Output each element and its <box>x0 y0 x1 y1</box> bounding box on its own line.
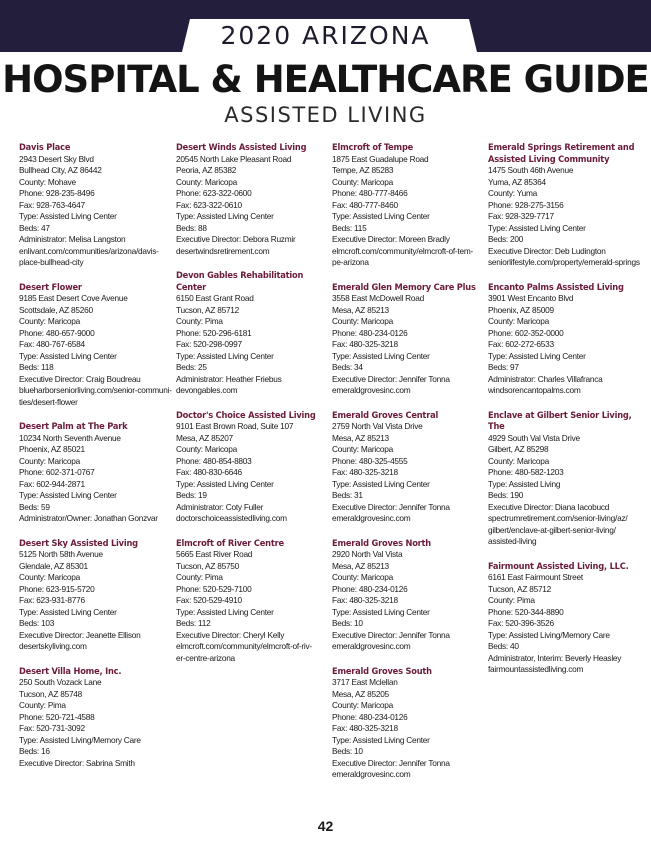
facility-detail: Tucson, AZ 85750 <box>176 560 240 571</box>
facility-detail: Beds: 112 <box>176 618 211 628</box>
facility-detail: 5125 North 58th Avenue <box>19 549 103 559</box>
facility-detail: Mesa, AZ 85207 <box>176 432 233 443</box>
facility-detail: Mesa, AZ 85205 <box>332 688 389 699</box>
facility-name: Desert Palm at The Park <box>19 421 128 432</box>
facility-detail: enlivant.com/communities/arizona/davis- <box>19 245 159 256</box>
facility-entry <box>19 421 171 525</box>
facility-detail: Administrator/Owner: Jonathan Gonzvar <box>19 513 158 523</box>
facility-detail: Fax: 520-731-3092 <box>19 723 85 733</box>
facility-name: Enclave at Gilbert Senior Living, The <box>488 409 632 432</box>
facility-detail: assisted-living <box>488 536 537 546</box>
facility-detail: County: Maricopa <box>332 572 394 582</box>
facility-name: Desert Villa Home, Inc. <box>19 665 122 677</box>
facility-entry <box>488 282 640 397</box>
facility-detail: Beds: 115 <box>332 222 367 233</box>
facility-detail: Fax: 480-325-3218 <box>332 467 398 477</box>
facility-entry <box>176 270 328 397</box>
facility-detail: Fax: 928-763-4647 <box>19 199 85 210</box>
facility-detail: 250 South Vozack Lane <box>19 677 102 687</box>
facility-detail: Beds: 190 <box>488 490 524 500</box>
facility-detail: Executive Director: Jennifer Tonna <box>332 501 450 512</box>
listing-column-3 <box>332 142 484 794</box>
facility-detail: Type: Assisted Living <box>488 478 561 489</box>
facility-detail: Fax: 480-325-3218 <box>332 723 398 733</box>
facility-entry <box>332 410 484 525</box>
facility-detail: Type: Assisted Living Center <box>19 211 117 221</box>
facility-name: Desert Sky Assisted Living <box>19 537 138 549</box>
facility-entry <box>19 666 171 770</box>
facility-detail: blueharborseniorliving.com/senior-communi- <box>19 385 172 395</box>
facility-detail: Mesa, AZ 85213 <box>332 304 389 315</box>
facility-detail: Beds: 10 <box>332 618 363 628</box>
facility-detail: Beds: 97 <box>488 362 519 372</box>
facility-name: Assisted Living Community <box>488 153 610 165</box>
facility-detail: Phone: 928-275-3156 <box>488 199 564 210</box>
facility-name: Emerald Springs Retirement and <box>488 142 635 153</box>
facility-detail: Phone: 602-371-0767 <box>19 467 95 477</box>
facility-name: Emerald Groves North <box>332 537 431 549</box>
facility-name: Encanto Palms Assisted Living <box>488 281 624 293</box>
facility-name: Emerald Groves South <box>332 665 432 677</box>
facility-detail: Fax: 480-767-6584 <box>19 339 85 349</box>
facility-detail: elmcroft.com/community/elmcroft-of-riv- <box>176 641 312 651</box>
facility-detail: County: Pima <box>488 595 535 605</box>
facility-detail: 1475 South 46th Avenue <box>488 165 574 175</box>
facility-detail: County: Maricopa <box>19 455 81 466</box>
facility-entry <box>332 142 484 269</box>
facility-detail: County: Maricopa <box>488 455 550 466</box>
facility-detail: Beds: 16 <box>19 746 50 756</box>
listing-column-2 <box>176 142 328 677</box>
facility-detail: windsorencantopalms.com <box>488 385 581 395</box>
facility-detail: Phone: 480-234-0126 <box>332 711 408 722</box>
facility-detail: Administrator: Charles Villafranca <box>488 373 603 384</box>
page-number: 42 <box>317 818 334 834</box>
facility-detail: Beds: 10 <box>332 746 363 756</box>
facility-detail: Beds: 88 <box>176 222 207 233</box>
facility-detail: Fax: 520-396-3526 <box>488 618 554 628</box>
facility-name: Emerald Groves Central <box>332 409 439 421</box>
facility-detail: devongables.com <box>176 385 238 395</box>
banner-title: 2020 ARIZONA <box>220 21 431 50</box>
facility-detail: Glendale, AZ 85301 <box>19 560 88 571</box>
facility-detail: 1875 East Guadalupe Road <box>332 153 429 164</box>
facility-detail: Fax: 602-272-6533 <box>488 339 554 349</box>
facility-detail: elmcroft.com/community/elmcroft-of-tem- <box>332 245 473 256</box>
facility-detail: Type: Assisted Living Center <box>488 350 586 361</box>
facility-detail: doctorschoiceassistedliving.com <box>176 513 287 523</box>
facility-detail: Beds: 25 <box>176 362 207 372</box>
facility-detail: Executive Director: Sabrina Smith <box>19 757 135 768</box>
facility-detail: Executive Director: Jeanette Ellison <box>19 629 141 640</box>
facility-detail: County: Maricopa <box>19 316 81 326</box>
facility-detail: Beds: 118 <box>19 362 54 372</box>
facility-detail: Phone: 480-777-8466 <box>332 188 408 198</box>
facility-entry <box>176 142 328 257</box>
facility-detail: Executive Director: Deb Ludington <box>488 245 606 256</box>
facility-detail: Phone: 480-325-4555 <box>332 455 408 466</box>
facility-entry <box>19 142 171 269</box>
facility-name: Davis Place <box>19 142 71 153</box>
facility-detail: Phone: 520-344-8890 <box>488 606 564 617</box>
facility-detail: fairmountassistedliving.com <box>488 664 584 674</box>
facility-detail: Phone: 520-296-6181 <box>176 327 252 338</box>
facility-entry <box>176 538 328 665</box>
facility-detail: Executive Director: Jennifer Tonna <box>332 757 450 768</box>
facility-detail: County: Maricopa <box>19 572 81 582</box>
facility-detail: Beds: 200 <box>488 234 524 244</box>
facility-detail: Administrator: Coty Fuller <box>176 501 264 512</box>
facility-detail: 4929 South Val Vista Drive <box>488 432 580 443</box>
facility-detail: Type: Assisted Living Center <box>19 350 117 361</box>
facility-detail: Phone: 520-529-7100 <box>176 583 252 594</box>
facility-detail: Tucson, AZ 85712 <box>488 583 552 594</box>
facility-detail: Mesa, AZ 85213 <box>332 560 389 571</box>
facility-detail: 5665 East River Road <box>176 549 253 559</box>
facility-detail: Beds: 34 <box>332 362 363 372</box>
facility-detail: County: Pima <box>176 572 223 582</box>
facility-detail: County: Maricopa <box>176 176 238 187</box>
facility-detail: Phone: 928-235-8496 <box>19 188 95 198</box>
facility-detail: County: Maricopa <box>176 444 238 454</box>
facility-detail: Executive Director: Moreen Bradly <box>332 234 450 244</box>
facility-detail: 3717 East Mclellan <box>332 677 398 687</box>
listing-column-1 <box>19 142 171 782</box>
facility-name: Fairmount Assisted Living, LLC. <box>488 560 629 572</box>
facility-detail: County: Maricopa <box>332 176 394 187</box>
facility-detail: Fax: 480-325-3218 <box>332 339 398 349</box>
facility-detail: emeraldgrovesinc.com <box>332 385 411 395</box>
facility-detail: Phone: 480-854-8803 <box>176 455 252 466</box>
facility-name: Desert Winds Assisted Living <box>176 142 307 153</box>
facility-detail: Fax: 480-777-8460 <box>332 199 398 210</box>
facility-detail: Executive Director: Jennifer Tonna <box>332 629 450 640</box>
facility-entry <box>488 561 640 676</box>
facility-detail: desertskyliving.com <box>19 641 87 651</box>
section-subtitle: ASSISTED LIVING <box>224 103 427 127</box>
facility-detail: Phone: 480-582-1203 <box>488 467 564 477</box>
facility-detail: Executive Director: Craig Boudreau <box>19 373 141 384</box>
facility-name: Doctor's Choice Assisted Living <box>176 409 316 421</box>
facility-name: Emerald Glen Memory Care Plus <box>332 281 476 293</box>
facility-detail: Type: Assisted Living Center <box>19 490 117 500</box>
facility-name: Devon Gables Rehabilitation Center <box>176 270 304 293</box>
facility-detail: Type: Assisted Living Center <box>19 606 117 617</box>
facility-detail: Fax: 480-830-6646 <box>176 467 242 477</box>
facility-entry <box>332 666 484 781</box>
facility-detail: Phone: 602-352-0000 <box>488 327 564 338</box>
facility-entry <box>19 538 171 653</box>
facility-detail: Executive Director: Debora Ruzmir <box>176 234 296 244</box>
facility-detail: Beds: 47 <box>19 222 50 233</box>
facility-detail: Scottsdale, AZ 85260 <box>19 304 93 315</box>
facility-detail: 2943 Desert Sky Blvd <box>19 153 94 164</box>
facility-detail: Type: Assisted Living Center <box>332 350 430 361</box>
facility-detail: 9101 East Brown Road, Suite 107 <box>176 421 294 431</box>
facility-detail: emeraldgrovesinc.com <box>332 641 411 651</box>
facility-detail: Phone: 520-721-4588 <box>19 711 95 722</box>
facility-detail: Administrator, Interim: Beverly Heasley <box>488 652 622 663</box>
facility-detail: Tucson, AZ 85748 <box>19 688 83 699</box>
facility-detail: 3558 East McDowell Road <box>332 293 425 303</box>
facility-detail: Beds: 103 <box>19 618 55 628</box>
facility-detail: 9185 East Desert Cove Avenue <box>19 293 128 303</box>
facility-detail: Phone: 480-234-0126 <box>332 583 408 594</box>
facility-entry <box>332 538 484 653</box>
facility-entry <box>19 282 171 409</box>
facility-name: Elmcroft of Tempe <box>332 142 414 153</box>
facility-detail: Executive Director: Cheryl Kelly <box>176 629 285 640</box>
listing-column-4 <box>488 142 640 689</box>
facility-detail: County: Maricopa <box>332 444 394 454</box>
facility-detail: Mesa, AZ 85213 <box>332 432 389 443</box>
facility-detail: gilbert/enclave-at-gilbert-senior-living/ <box>488 524 616 535</box>
facility-detail: Beds: 31 <box>332 490 363 500</box>
facility-detail: emeraldgrovesinc.com <box>332 769 411 779</box>
facility-detail: 6150 East Grant Road <box>176 293 254 303</box>
facility-detail: County: Pima <box>19 700 66 710</box>
facility-detail: seniorlifestyle.com/property/emerald-springs <box>488 257 640 267</box>
facility-detail: County: Mohave <box>19 176 76 187</box>
facility-detail: 3901 West Encanto Blvd <box>488 293 574 303</box>
facility-detail: Executive Director: Diana Iacobucd <box>488 501 610 512</box>
facility-detail: Administrator: Melisa Langston <box>19 234 126 244</box>
facility-detail: 2759 North Val Vista Drive <box>332 421 423 431</box>
facility-entry <box>488 410 640 548</box>
facility-detail: pe-arizona <box>332 257 369 267</box>
facility-entry <box>176 410 328 525</box>
facility-detail: place-bullhead-city <box>19 257 84 267</box>
facility-detail: Tucson, AZ 85712 <box>176 304 240 315</box>
facility-detail: Executive Director: Jennifer Tonna <box>332 373 450 384</box>
facility-detail: Type: Assisted Living Center <box>332 606 430 617</box>
facility-detail: Type: Assisted Living Center <box>176 350 274 361</box>
facility-detail: Fax: 602-944-2871 <box>19 478 85 489</box>
facility-detail: Phoenix, AZ 85021 <box>19 444 85 454</box>
page-title: HOSPITAL & HEALTHCARE GUIDE <box>2 58 649 101</box>
facility-detail: Fax: 623-931-8776 <box>19 595 85 605</box>
facility-detail: 6161 East Fairmount Street <box>488 572 583 582</box>
facility-detail: Tempe, AZ 85283 <box>332 165 394 175</box>
facility-detail: Type: Assisted Living Center <box>488 222 586 233</box>
facility-detail: Type: Assisted Living Center <box>176 606 274 617</box>
facility-detail: Type: Assisted Living Center <box>176 211 274 221</box>
facility-detail: Type: Assisted Living/Memory Care <box>19 734 141 745</box>
facility-entry <box>332 282 484 397</box>
facility-detail: Gilbert, AZ 85298 <box>488 444 549 454</box>
facility-detail: er-centre-arizona <box>176 652 235 663</box>
facility-name: Desert Flower <box>19 281 82 293</box>
facility-detail: Type: Assisted Living Center <box>332 734 430 745</box>
facility-name: Elmcroft of River Centre <box>176 537 284 549</box>
facility-detail: 20545 North Lake Pleasant Road <box>176 153 292 164</box>
facility-detail: Peoria, AZ 85382 <box>176 165 237 175</box>
facility-detail: Fax: 623-322-0610 <box>176 199 242 210</box>
facility-detail: Type: Assisted Living Center <box>176 478 274 489</box>
facility-detail: Bullhead City, AZ 86442 <box>19 165 102 175</box>
facility-detail: County: Maricopa <box>332 316 394 326</box>
facility-detail: Yuma, AZ 85364 <box>488 176 546 187</box>
facility-detail: Phoenix, AZ 85009 <box>488 304 554 315</box>
facility-detail: Beds: 40 <box>488 641 519 651</box>
facility-detail: Fax: 928-329-7717 <box>488 211 554 221</box>
facility-detail: 2920 North Val Vista <box>332 549 403 559</box>
facility-detail: Fax: 480-325-3218 <box>332 595 398 605</box>
facility-detail: Beds: 59 <box>19 501 50 512</box>
facility-detail: Type: Assisted Living Center <box>332 478 430 489</box>
facility-detail: Beds: 19 <box>176 490 207 500</box>
facility-detail: Phone: 623-915-5720 <box>19 583 95 594</box>
facility-detail: County: Yuma <box>488 188 537 198</box>
facility-detail: Phone: 623-322-0600 <box>176 188 252 198</box>
facility-detail: Phone: 480-234-0126 <box>332 327 408 338</box>
facility-detail: 10234 North Seventh Avenue <box>19 432 121 443</box>
facility-detail: spectrumretirement.com/senior-living/az/ <box>488 513 628 523</box>
facility-detail: Administrator: Heather Friebus <box>176 373 282 384</box>
facility-detail: Type: Assisted Living Center <box>332 211 430 221</box>
facility-detail: County: Maricopa <box>332 700 394 710</box>
facility-detail: Fax: 520-529-4910 <box>176 595 242 605</box>
facility-detail: Type: Assisted Living/Memory Care <box>488 629 610 640</box>
facility-detail: desertwindsretirement.com <box>176 245 270 256</box>
facility-entry <box>488 142 640 269</box>
facility-detail: County: Maricopa <box>488 316 550 326</box>
facility-detail: Phone: 480-657-9000 <box>19 327 95 338</box>
facility-detail: Fax: 520-298-0997 <box>176 339 242 349</box>
facility-detail: emeraldgrovesinc.com <box>332 513 411 523</box>
facility-detail: County: Pima <box>176 316 223 326</box>
facility-detail: ties/desert-flower <box>19 396 78 407</box>
